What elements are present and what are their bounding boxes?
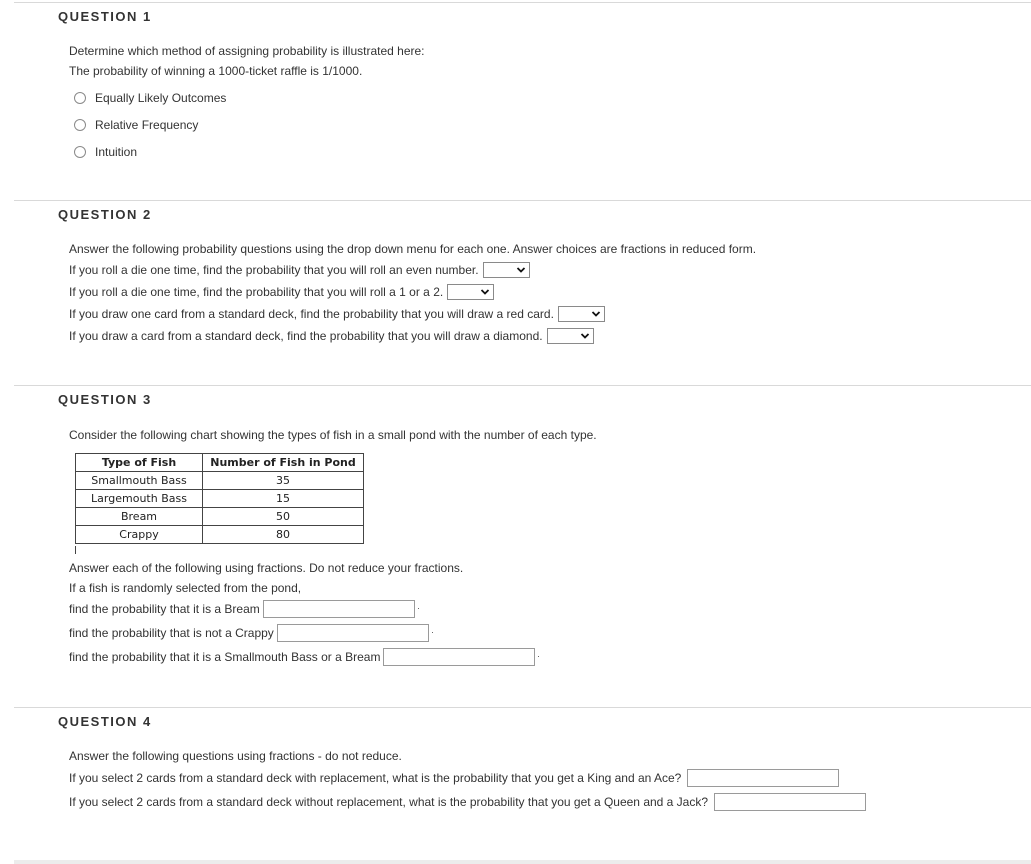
- section-divider: [14, 385, 1031, 386]
- table-row: [76, 526, 364, 544]
- q3-item-1: [69, 600, 419, 618]
- table-edge-mark: [75, 546, 76, 554]
- chevron-down-icon: [516, 265, 526, 275]
- table-header-count: Number of Fish in Pond: [203, 454, 364, 472]
- field-end-mark: [432, 632, 433, 633]
- table-cell-count: 35: [203, 472, 364, 490]
- q2-item-2-text: If you roll a die one time, find the probability that you will roll a 1 or a 2.: [69, 285, 444, 299]
- option-label-equally-likely[interactable]: Equally Likely Outcomes: [95, 91, 227, 105]
- q1-statement: The probability of winning a 1000-ticket raffle is 1/1000.: [69, 64, 363, 78]
- q3-answer-3-input[interactable]: [383, 648, 535, 666]
- table-cell-count: 50: [203, 508, 364, 526]
- q2-item-4-text: If you draw a card from a standard deck, find the probability that you will draw a diamond.: [69, 329, 543, 343]
- question-4-heading: QUESTION 4: [58, 714, 152, 729]
- question-1-heading: QUESTION 1: [58, 9, 152, 24]
- table-header-row: [76, 454, 364, 472]
- q3-answer-1-input[interactable]: [263, 600, 415, 618]
- option-label-relative-frequency[interactable]: Relative Frequency: [95, 118, 199, 132]
- fish-table: [75, 453, 364, 544]
- q4-answer-2-input[interactable]: [714, 793, 866, 811]
- radio-relative-frequency[interactable]: [74, 119, 86, 131]
- table-cell-type: Largemouth Bass: [76, 490, 203, 508]
- q4-answer-1-input[interactable]: [687, 769, 839, 787]
- table-header-type: Type of Fish: [76, 454, 203, 472]
- q2-answer-3-select[interactable]: [558, 306, 605, 322]
- chevron-down-icon: [480, 287, 490, 297]
- q4-item-2-text: If you select 2 cards from a standard deck without replacement, what is the probability that you get a Queen and a Jack?: [69, 795, 709, 809]
- table-cell-count: 80: [203, 526, 364, 544]
- option-label-intuition[interactable]: Intuition: [95, 145, 138, 159]
- table-row: [76, 508, 364, 526]
- radio-intuition[interactable]: [74, 146, 86, 158]
- table-cell-type: Bream: [76, 508, 203, 526]
- q2-intro: Answer the following probability questions using the drop down menu for each one. Answer choices are fractions in reduced form.: [69, 242, 757, 256]
- q4-item-2: [69, 793, 866, 811]
- q2-answer-2-select[interactable]: [447, 284, 494, 300]
- q3-item-3: [69, 648, 539, 666]
- q2-answer-1-select[interactable]: [483, 262, 530, 278]
- q2-item-1: [69, 262, 530, 278]
- table-row: [76, 472, 364, 490]
- q4-item-1-text: If you select 2 cards from a standard deck with replacement, what is the probability that you get a King and an Ace?: [69, 771, 682, 785]
- q2-answer-4-select[interactable]: [547, 328, 594, 344]
- q2-item-3: [69, 306, 605, 322]
- table-row: [76, 490, 364, 508]
- section-divider: [14, 2, 1031, 3]
- q4-intro: Answer the following questions using fractions - do not reduce.: [69, 749, 402, 763]
- q2-item-3-text: If you draw one card from a standard deck, find the probability that you will draw a red card.: [69, 307, 554, 321]
- q2-item-1-text: If you roll a die one time, find the probability that you will roll an even number.: [69, 263, 479, 277]
- chevron-down-icon: [580, 331, 590, 341]
- q2-item-4: [69, 328, 594, 344]
- chevron-down-icon: [591, 309, 601, 319]
- question-2-heading: QUESTION 2: [58, 207, 152, 222]
- q3-item-2: [69, 624, 433, 642]
- q3-item-3-text: find the probability that it is a Smallmouth Bass or a Bream: [69, 650, 381, 664]
- q1-prompt: Determine which method of assigning probability is illustrated here:: [69, 44, 425, 58]
- q3-item-1-text: find the probability that it is a Bream: [69, 602, 260, 616]
- table-cell-count: 15: [203, 490, 364, 508]
- field-end-mark: [538, 656, 539, 657]
- section-divider: [14, 860, 1031, 864]
- q4-item-1: [69, 769, 839, 787]
- question-3-heading: QUESTION 3: [58, 392, 152, 407]
- q3-instruction: Answer each of the following using fractions. Do not reduce your fractions.: [69, 561, 464, 575]
- q3-intro: Consider the following chart showing the types of fish in a small pond with the number of each type.: [69, 428, 597, 442]
- q3-lead: If a fish is randomly selected from the pond,: [69, 581, 302, 595]
- q2-item-2: [69, 284, 494, 300]
- table-cell-type: Crappy: [76, 526, 203, 544]
- section-divider: [14, 200, 1031, 201]
- table-cell-type: Smallmouth Bass: [76, 472, 203, 490]
- q3-answer-2-input[interactable]: [277, 624, 429, 642]
- field-end-mark: [418, 608, 419, 609]
- section-divider: [14, 707, 1031, 708]
- q3-item-2-text: find the probability that is not a Crappy: [69, 626, 274, 640]
- radio-equally-likely[interactable]: [74, 92, 86, 104]
